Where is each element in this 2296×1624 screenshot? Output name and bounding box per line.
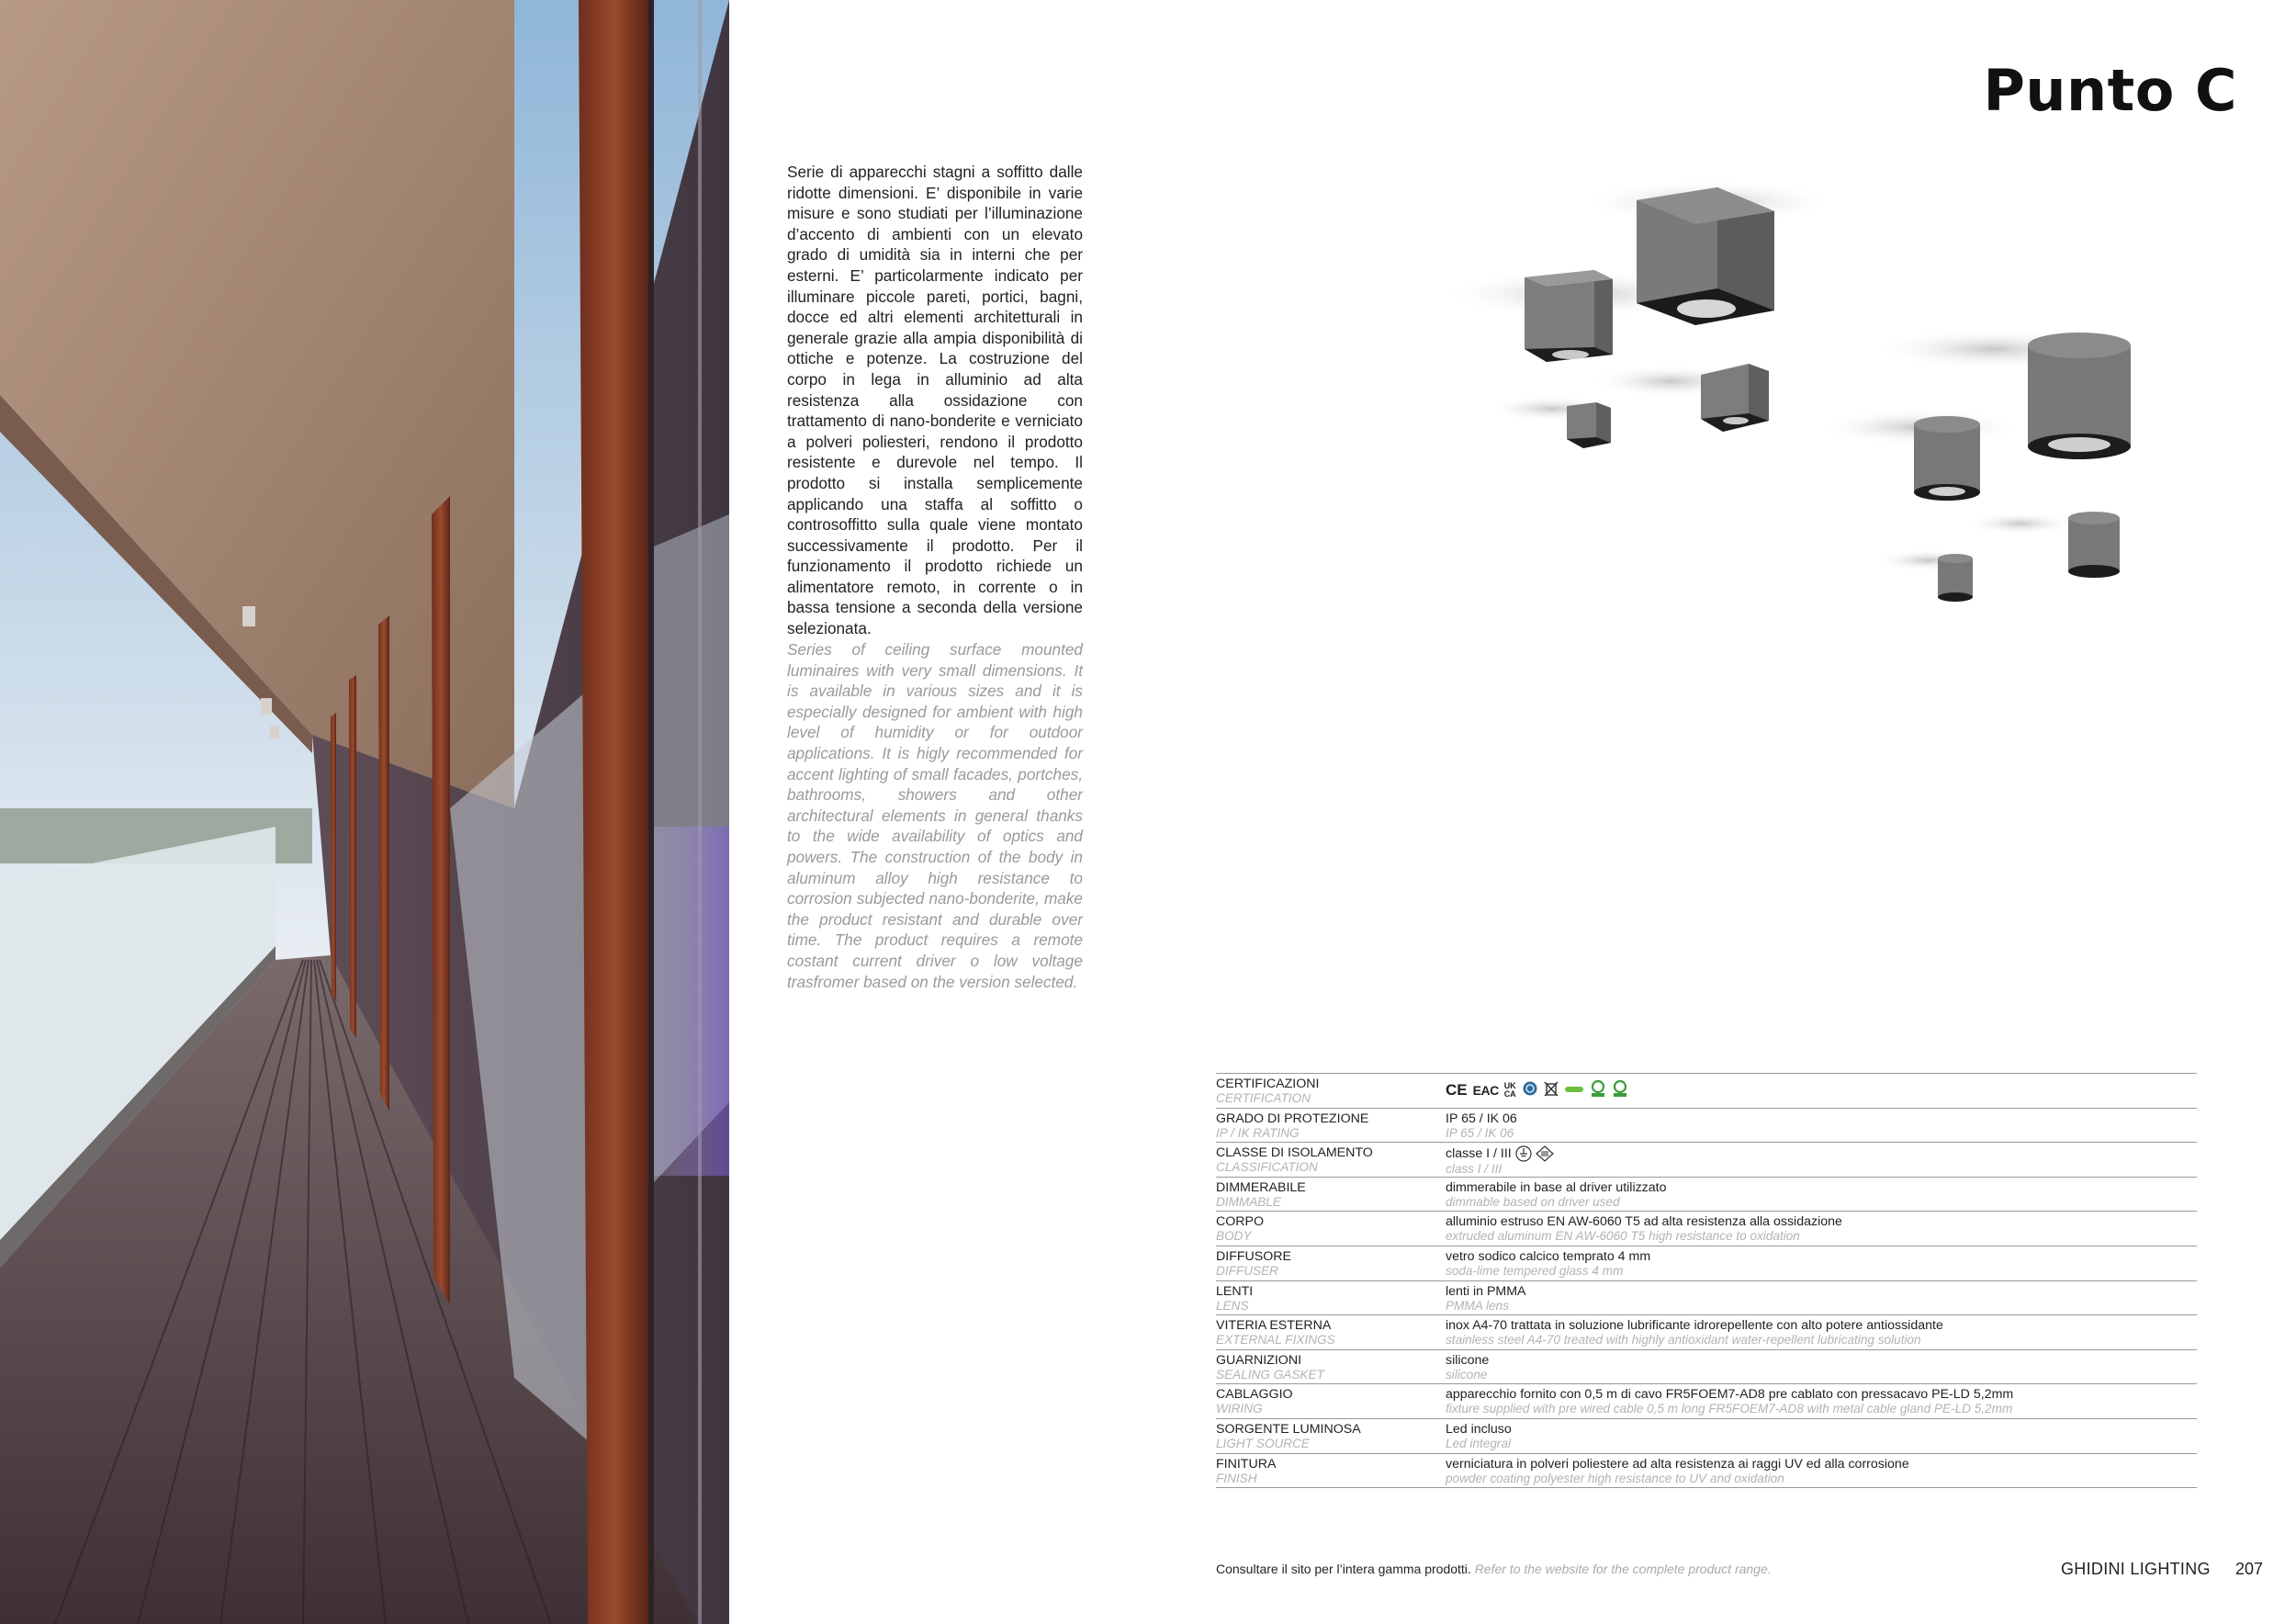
spec-label-en: SEALING GASKET (1216, 1367, 1324, 1382)
spec-label-it: SORGENTE LUMINOSA (1216, 1421, 1361, 1437)
weee-bin-icon (1544, 1080, 1559, 1101)
spec-value-en: IP 65 / IK 06 (1446, 1125, 1514, 1140)
spec-value-en: silicone (1446, 1367, 1488, 1382)
spec-row-dimmable (1216, 1178, 2197, 1212)
square-luminaire-large (1637, 187, 1774, 325)
spec-label-it: CLASSE DI ISOLAMENTO (1216, 1145, 1373, 1161)
led-bar-icon (1564, 1082, 1584, 1099)
square-luminaire-medium (1525, 270, 1613, 362)
spec-value-en: soda-lime tempered glass 4 mm (1446, 1263, 1624, 1278)
spec-value-it: alluminio estruso EN AW-6060 T5 ad alta resistenza alla ossidazione (1446, 1214, 1842, 1230)
spec-value-it: silicone (1446, 1352, 1490, 1368)
spec-label-en: EXTERNAL FIXINGS (1216, 1333, 1335, 1348)
spec-value-it: dimmerabile in base al driver utilizzato (1446, 1179, 1667, 1195)
spec-label-it: VITERIA ESTERNA (1216, 1318, 1332, 1334)
spec-row-diffuser (1216, 1246, 2197, 1281)
spec-label-it: CABLAGGIO (1216, 1387, 1293, 1403)
recycle-aluminium-icon (1590, 1079, 1606, 1102)
recycle-glass-icon (1612, 1079, 1628, 1102)
round-luminaire-large (2028, 333, 2131, 459)
spec-row-certifications (1216, 1074, 2197, 1109)
spec-value-en: Led integral (1446, 1436, 1512, 1450)
spec-row-ip-rating (1216, 1109, 2197, 1144)
spec-label-en: WIRING (1216, 1402, 1263, 1416)
brand-name: GHIDINI LIGHTING (2061, 1560, 2211, 1578)
spec-label-en: BODY (1216, 1229, 1252, 1244)
spec-label-it: GRADO DI PROTEZIONE (1216, 1111, 1369, 1126)
spec-row-lens (1216, 1281, 2197, 1316)
spec-value-it: inox A4-70 trattata in soluzione lubrificante idrorepellente con alto potere antiossidante (1446, 1318, 1943, 1334)
spec-value-en: stainless steel A4-70 treated with highly antioxidant water-repellent lubricating solution (1446, 1333, 1921, 1348)
spec-label-en: IP / IK RATING (1216, 1125, 1300, 1140)
spec-label-it: CERTIFICAZIONI (1216, 1077, 1320, 1091)
spec-label-en: CLASSIFICATION (1216, 1160, 1318, 1175)
description-english: Series of ceiling surface mounted luminaires with very small dimensions. It is available in various sizes and it is especially designed for ambient with high level of humidity or for outdoor applications. It is higly recommended for accent lighting of small facades, portches, bathrooms, showers and other architectural elements in general thanks to the wide availability of optics and powers. The construction of the body in aluminum alloy high resistance to corrosion subjected nano-bonderite, make the product resistant and durable over time. The product requires a remote costant current driver o low voltage trasfromer based on the version selected. (787, 640, 1083, 991)
ce-mark-icon: CE (1446, 1081, 1468, 1099)
spec-label-it: DIMMERABILE (1216, 1179, 1306, 1195)
spec-value-it: Led incluso (1446, 1421, 1512, 1437)
spec-value-en: powder coating polyester high resistance to UV and oxidation (1446, 1471, 1784, 1485)
spec-value-en: dimmable based on driver used (1446, 1194, 1620, 1209)
footer-note-en: Refer to the website for the complete product range. (1474, 1562, 1772, 1576)
spec-value-en: class I / III (1446, 1162, 1503, 1177)
certification-marks (1446, 1077, 2197, 1104)
round-luminaire-small (2068, 512, 2120, 578)
spec-row-classification (1216, 1143, 2197, 1178)
square-luminaire-tiny (1567, 402, 1611, 448)
spec-value-en: fixture supplied with pre wired cable 0,5 m long FR5FOEM7-AD8 with metal cable gland PE-LD 5,2mm (1446, 1402, 2013, 1416)
spec-row-sealing-gasket (1216, 1350, 2197, 1385)
spec-value-it: classe I / III (1446, 1146, 1512, 1162)
spec-label-en: LENS (1216, 1298, 1249, 1313)
spec-label-it: LENTI (1216, 1283, 1254, 1299)
spec-value-it: apparecchio fornito con 0,5 m di cavo FR5FOEM7-AD8 pre cablato con pressacavo PE-LD 5,2mm (1446, 1387, 2014, 1403)
page-number: 207 (2235, 1560, 2264, 1578)
class-iii-diamond-icon (1536, 1145, 1554, 1162)
spec-label-it: CORPO (1216, 1214, 1265, 1230)
product-render (1433, 175, 2167, 634)
world-globe-icon (1522, 1080, 1538, 1101)
spec-value-en: PMMA lens (1446, 1298, 1509, 1313)
eac-mark-icon: EAC (1472, 1083, 1499, 1098)
spec-value-en: extruded aluminum EN AW-6060 T5 high resistance to oxidation (1446, 1229, 1800, 1244)
spec-row-finish (1216, 1454, 2197, 1489)
class-i-earth-icon (1515, 1145, 1532, 1162)
spec-value-it: IP 65 / IK 06 (1446, 1111, 1517, 1126)
spec-value-it: verniciatura in polveri poliestere ad alta resistenza ai raggi UV ed alla corrosione (1446, 1456, 1909, 1472)
product-title: Punto C (1983, 57, 2237, 124)
balcony-photo (0, 0, 729, 1624)
spec-row-external-fixings (1216, 1315, 2197, 1350)
footer-note (1216, 1562, 1772, 1576)
spec-label-en: DIMMABLE (1216, 1194, 1282, 1209)
spec-row-body (1216, 1212, 2197, 1246)
spec-label-en: CERTIFICATION (1216, 1091, 1311, 1105)
spec-label-en: FINISH (1216, 1471, 1257, 1485)
spec-label-it: DIFFUSORE (1216, 1248, 1291, 1264)
spec-row-wiring (1216, 1384, 2197, 1419)
spec-label-it: FINITURA (1216, 1456, 1277, 1472)
round-luminaire-medium (1914, 416, 1980, 501)
spec-table (1216, 1073, 2197, 1488)
spec-row-light-source (1216, 1419, 2197, 1454)
spec-label-it: GUARNIZIONI (1216, 1352, 1302, 1368)
spec-label-en: LIGHT SOURCE (1216, 1436, 1310, 1450)
ukca-mark-icon: UK CA (1503, 1081, 1516, 1099)
spec-value-it: vetro sodico calcico temprato 4 mm (1446, 1248, 1651, 1264)
spec-value-it: lenti in PMMA (1446, 1283, 1526, 1299)
round-luminaire-tiny (1938, 554, 1973, 602)
footer-note-it: Consultare il sito per l’intera gamma prodotti. (1216, 1562, 1471, 1576)
spec-label-en: DIFFUSER (1216, 1263, 1278, 1278)
description-italian: Serie di apparecchi stagni a soffitto dalle ridotte dimensioni. E’ disponibile in varie misure e sono studiati per l’illuminazione d’accento di ambienti con un elevato grado di umidità sia in interni che per esterni. E’ particolarmente indicato per illuminare piccole pareti, portici, bagni, docce ed altri elementi architetturali in generale grazie alla ampia disponibilità di ottiche e potenze. La costruzione del corpo in lega in alluminio ad alta resistenza alla ossidazione con trattamento di nano-bonderite e verniciato a polveri poliesteri, rendono il prodotto resistente e durevole nel tempo. Il prodotto si installa semplicemente applicando una staffa al soffitto o controsoffitto sulla quale viene montato successivamente il prodotto. Per il funzionamento il prodotto richiede un alimentatore remoto, in corrente o in bassa tensione a seconda della versione selezionata. (787, 163, 1083, 638)
square-luminaire-small (1701, 364, 1769, 432)
